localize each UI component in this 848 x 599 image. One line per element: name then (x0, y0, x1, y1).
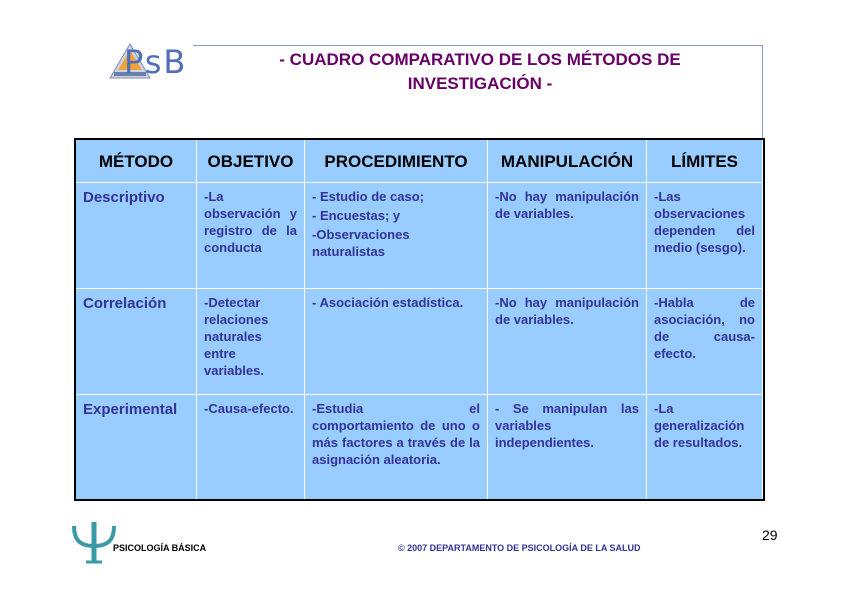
objetivo-cell: -Causa-efecto. (197, 395, 305, 501)
procedimiento-cell (305, 289, 488, 395)
logo-text: PsB (124, 43, 188, 81)
procedimiento-cell: -Estudia el comportamiento de uno o más factores a través de la asignación aleatoria. (305, 395, 488, 501)
frame-line-right (762, 45, 763, 140)
limites-cell: -La generalización de resultados. (647, 395, 763, 501)
title-line-2: INVESTIGACIÓN - (407, 74, 553, 93)
manipulacion-cell: -No hay manipulación de variables. (488, 183, 647, 289)
procedimiento-item: - Asociación estadística. (312, 295, 464, 310)
procedimiento-item: - Estudio de caso; (312, 189, 424, 204)
limites-cell: -Las observaciones dependen del medio (sesgo). (647, 183, 763, 289)
frame-line-top (193, 45, 763, 46)
procedimiento-cell (305, 183, 488, 289)
procedimiento-item: -Observaciones naturalistas (312, 227, 410, 259)
psi-logo-icon (70, 520, 118, 564)
page-number: 29 (762, 527, 778, 543)
objetivo-cell: -Detectar relaciones naturales entre variables. (197, 289, 305, 395)
manipulacion-cell: -No hay manipulación de variables. (488, 289, 647, 395)
limites-cell: -Habla de asociación, no de causa-efecto. (647, 289, 763, 395)
table-row (76, 183, 763, 289)
objetivo-cell: -La observación y registro de la conducta (197, 183, 305, 289)
method-cell: Descriptivo (76, 183, 197, 289)
method-cell: Experimental (76, 395, 197, 501)
manipulacion-cell: - Se manipulan las variables independientes. (488, 395, 647, 501)
footer-department-label: PSICOLOGÍA BÁSICA (113, 543, 207, 553)
table-row (76, 289, 763, 395)
procedimiento-item: - Encuestas; y (312, 208, 401, 223)
col-header-manipulacion: MANIPULACIÓN (488, 140, 647, 183)
col-header-procedimiento: PROCEDIMIENTO (305, 140, 488, 183)
table-row (76, 395, 763, 501)
comparison-table (75, 139, 763, 501)
col-header-limites: LÍMITES (647, 140, 763, 183)
footer-copyright: © 2007 DEPARTAMENTO DE PSICOLOGÍA DE LA SALUD (398, 543, 641, 553)
page-title (200, 49, 760, 97)
method-cell: Correlación (76, 289, 197, 395)
col-header-objetivo: OBJETIVO (197, 140, 305, 183)
title-line-1: - CUADRO COMPARATIVO DE LOS MÉTODOS DE (279, 50, 681, 69)
table-header-row (76, 140, 763, 183)
col-header-metodo: MÉTODO (76, 140, 197, 183)
